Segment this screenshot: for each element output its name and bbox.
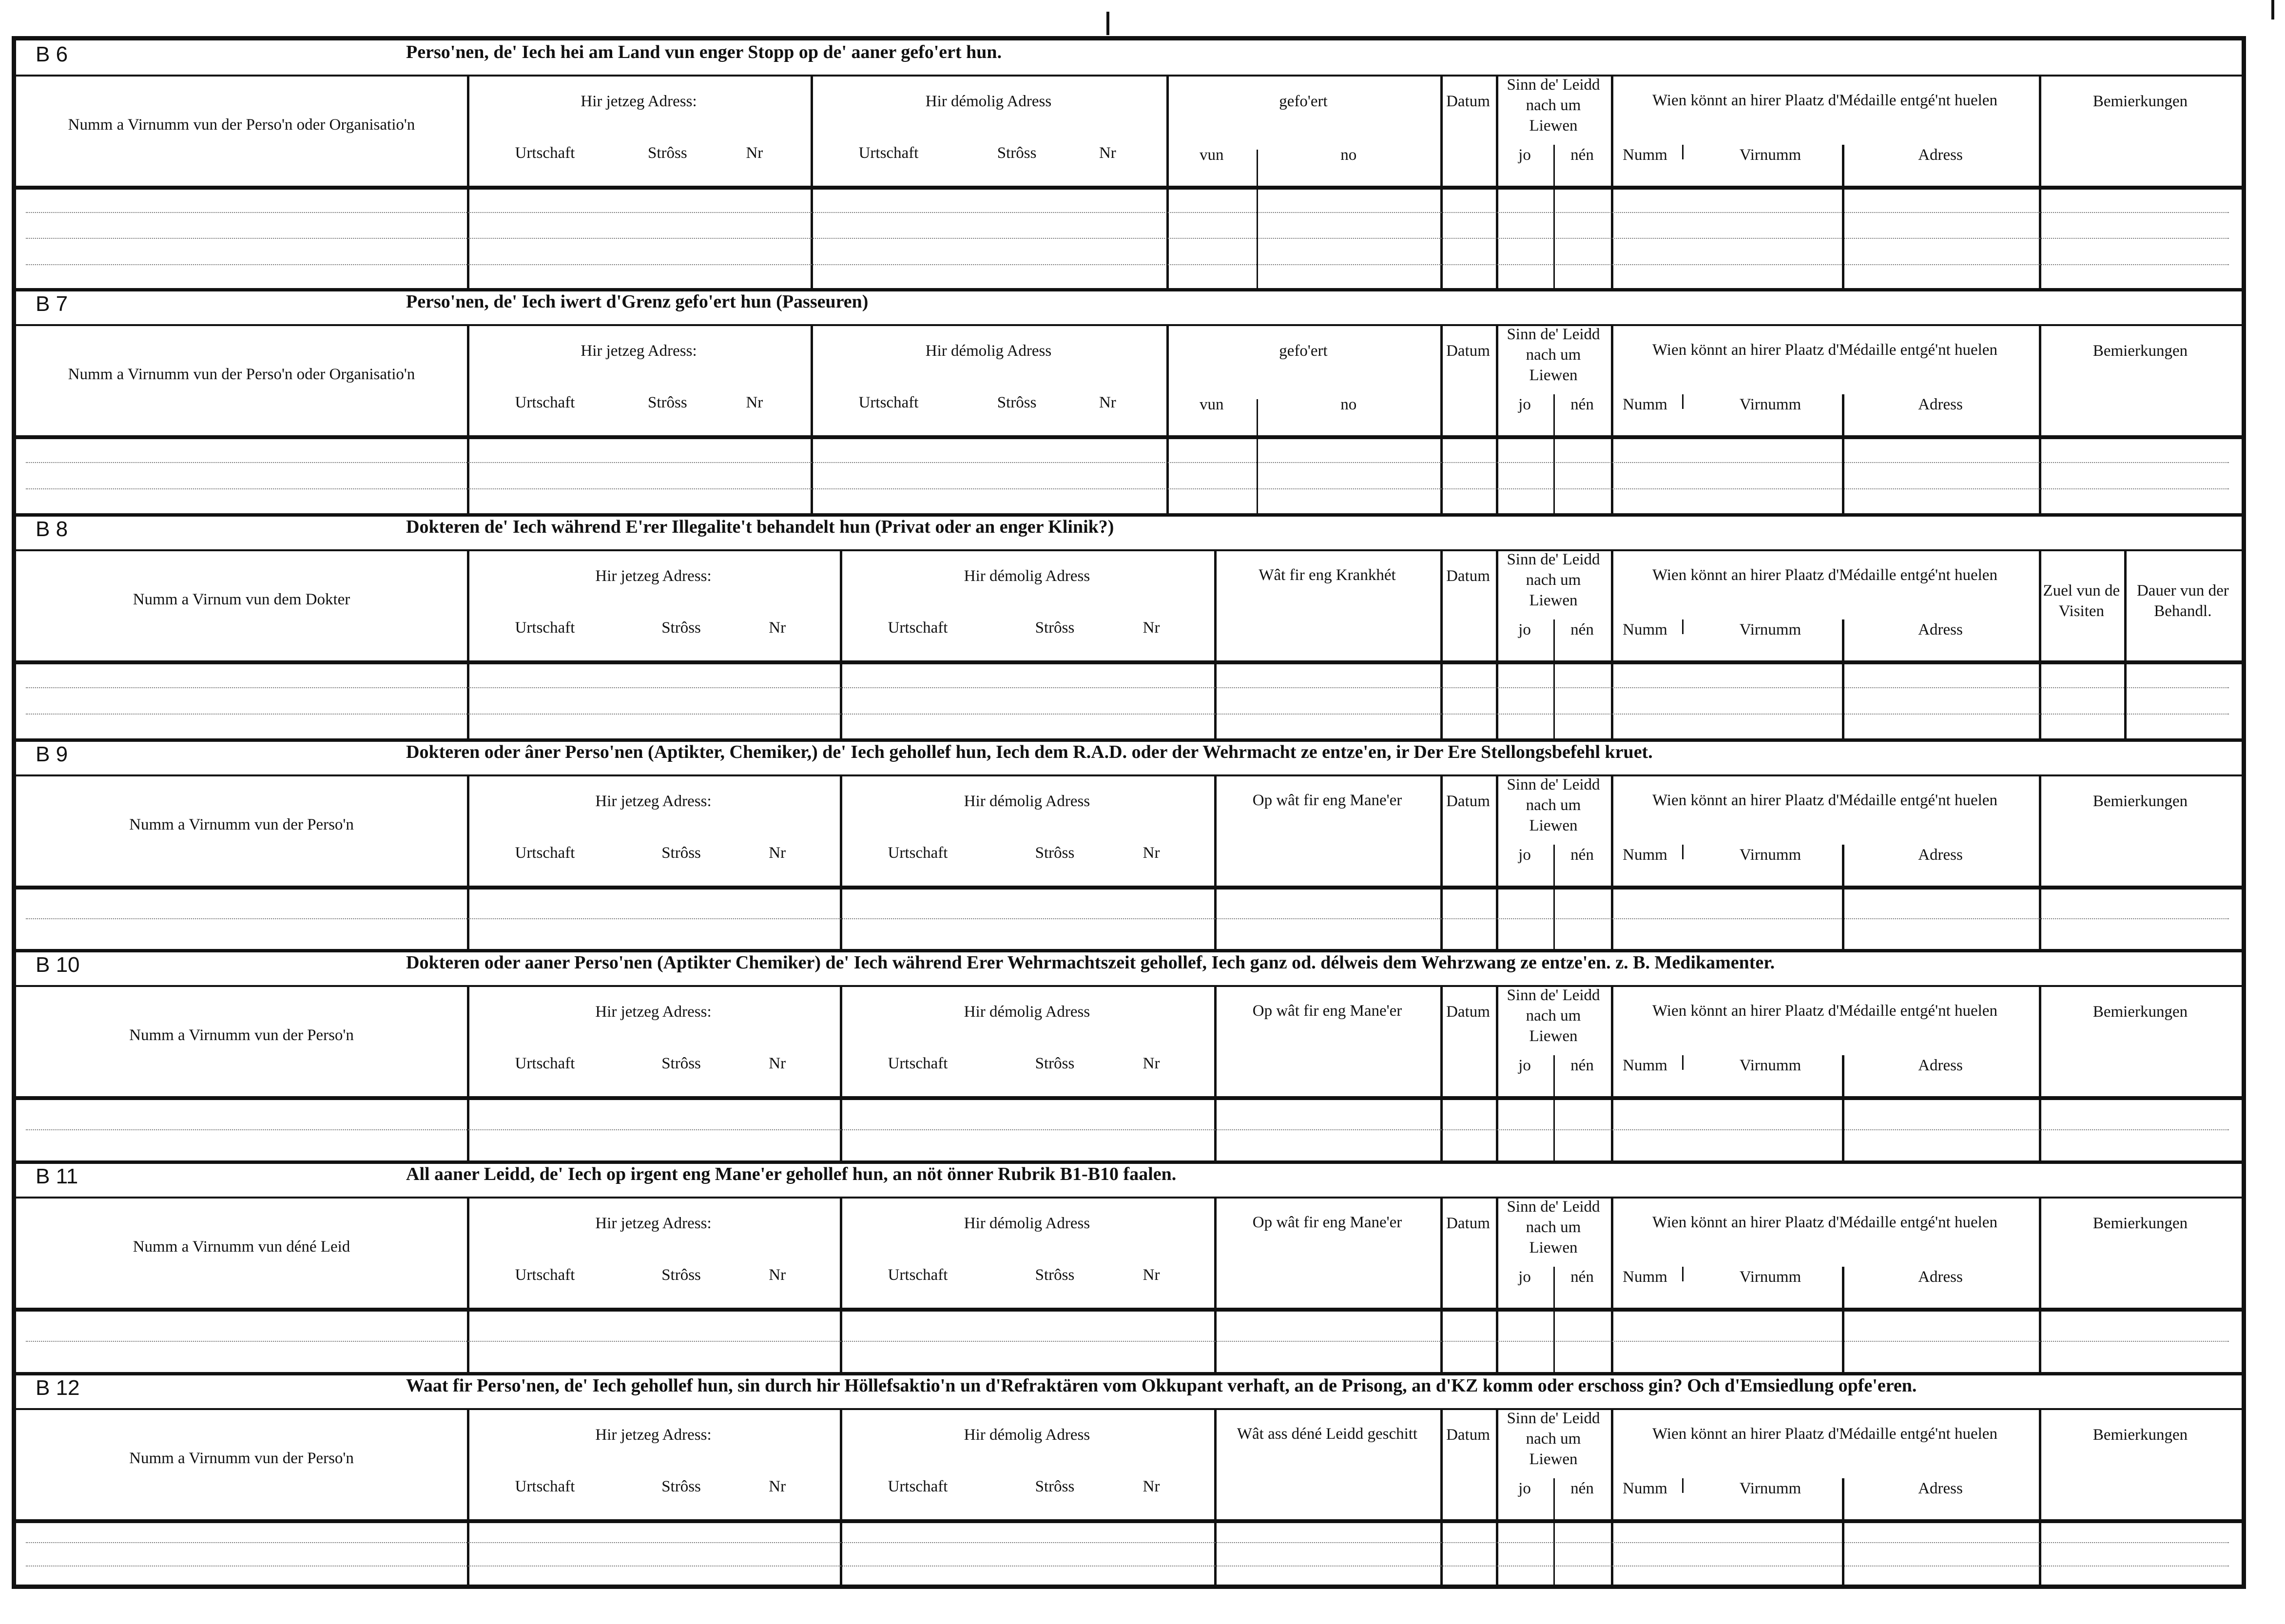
section-table [16,551,2242,740]
section-b-8 [16,515,2242,740]
yes-header: jo [1518,1057,1531,1074]
visits-header: Zuel vun de Visiten [2043,582,2120,620]
section-header [16,1162,2242,1199]
current-address-header: Hir jetzeg Adress: [595,567,712,585]
row-guide [26,1129,2229,1130]
no-alive-header: nén [1570,1057,1594,1074]
driven-split [1257,399,1258,515]
row-guide [26,212,2229,213]
nr-header: Nr [1099,394,1116,411]
still-alive-header: Sinn de' Leidd nach um Liewen [1507,326,1600,385]
medal-firstname-header: Virnumm [1739,396,1801,413]
medal-recipient-header: Wien könnt an hirer Plaatz d'Médaille entgé'nt huelen [1652,792,1997,809]
column-rule [1611,1410,1613,1588]
stross-header: Strôss [997,394,1037,411]
current-address-header: Hir jetzeg Adress: [595,1426,712,1444]
yes-header: jo [1518,1268,1531,1286]
urtschaft-header: Urtschaft [515,1478,575,1495]
still-alive-header: Sinn de' Leidd nach um Liewen [1507,1410,1600,1469]
column-rule [1611,1199,1613,1374]
date-header: Datum [1446,93,1490,110]
row-guide [26,462,2229,463]
section-code: B 10 [36,953,80,977]
section-title: All aaner Leidd, de' Iech op irgent eng Mane'er gehollef hun, an nöt önner Rubrik B1-B10 faalen. [406,1164,1177,1184]
section-table [16,77,2242,290]
still-alive-header: Sinn de' Leidd nach um Liewen [1507,76,1600,135]
medal-name-header: Numm [1623,1057,1667,1074]
date-header: Datum [1446,567,1490,585]
medal-name-header: Numm [1623,396,1667,413]
former-address-header: Hir démolig Adress [964,793,1090,810]
column-rule [1496,77,1498,290]
still-alive-header: Sinn de' Leidd nach um Liewen [1507,551,1600,610]
section-b-11 [16,1162,2242,1374]
section-title: Waat fir Perso'nen, de' Iech gehollef hun, sin durch hir Höllefsaktio'n un d'Refraktären vom Okkupant verhaft, an de Prisong, an d'KZ komm oder erschoss gin? Och d'Emsiedlung opfe'eren. [406,1375,1917,1396]
row-guide [26,238,2229,239]
column-rule [1214,1199,1217,1374]
top-registration-mark [1106,12,1109,35]
former-address-header: Hir démolig Adress [964,1426,1090,1444]
current-address-header: Hir jetzeg Adress: [595,1215,712,1232]
medal-name-header: Numm [1623,846,1667,864]
medal-name-header: Numm [1623,146,1667,164]
medal-split [1682,1055,1684,1070]
description-header: Wât fir eng Krankhét [1259,566,1396,584]
header-rule [16,660,2242,664]
name-column-header: Numm a Virnum vun dem Dokter [133,591,350,608]
column-rule [1611,776,1613,951]
row-guide [26,488,2229,489]
header-rule [16,1519,2242,1523]
section-header [16,1374,2242,1410]
section-code: B 6 [36,42,68,66]
medal-recipient-header: Wien könnt an hirer Plaatz d'Médaille entgé'nt huelen [1652,566,1997,584]
date-header: Datum [1446,342,1490,360]
section-table [16,326,2242,515]
column-rule [1496,1410,1498,1588]
column-rule [1214,551,1217,740]
stross-header: Strôss [1035,1055,1075,1072]
former-address-header: Hir démolig Adress [964,567,1090,585]
medal-name-header: Numm [1623,1480,1667,1497]
former-address-header: Hir démolig Adress [964,1215,1090,1232]
section-b-12 [16,1374,2242,1588]
date-header: Datum [1446,1215,1490,1232]
no-alive-header: nén [1570,146,1594,164]
nr-header: Nr [769,844,786,862]
row-guide [26,1542,2229,1543]
nr-header: Nr [769,1055,786,1072]
medal-firstname-header: Virnumm [1739,1480,1801,1497]
date-header: Datum [1446,1426,1490,1444]
medal-address-header: Adress [1918,1057,1963,1074]
row-guide [26,714,2229,715]
no-alive-header: nén [1570,621,1594,638]
medal-recipient-header: Wien könnt an hirer Plaatz d'Médaille entgé'nt huelen [1652,92,1997,109]
section-header [16,515,2242,551]
current-address-header: Hir jetzeg Adress: [595,1003,712,1021]
header-rule [16,1308,2242,1312]
name-column-header: Numm a Virnumm vun der Perso'n oder Organisatio'n [68,366,415,383]
urtschaft-header: Urtschaft [515,619,575,637]
remarks-header: Bemierkungen [2092,1003,2188,1021]
section-code: B 8 [36,517,68,541]
medal-split [1682,1267,1684,1281]
yes-header: jo [1518,1480,1531,1497]
stross-header: Strôss [661,844,701,862]
column-rule [1611,77,1613,290]
section-title: Perso'nen, de' Iech iwert d'Grenz gefo'ert hun (Passeuren) [406,291,869,312]
duration-header: Dauer vun der Behandl. [2136,582,2229,620]
section-b-9 [16,740,2242,951]
urtschaft-header: Urtschaft [515,844,575,862]
stross-header: Strôss [647,394,687,411]
header-rule [16,435,2242,439]
section-title: Perso'nen, de' Iech hei am Land vun enger Stopp op de' aaner gefo'ert hun. [406,42,1002,62]
stross-header: Strôss [661,1055,701,1072]
former-address-header: Hir démolig Adress [925,342,1052,360]
from-header: vun [1199,146,1224,164]
stross-header: Strôss [1035,1478,1075,1495]
still-alive-header: Sinn de' Leidd nach um Liewen [1507,776,1600,835]
yes-header: jo [1518,396,1531,413]
medal-firstname-header: Virnumm [1739,621,1801,638]
stross-header: Strôss [1035,844,1075,862]
header-rule [16,186,2242,190]
column-rule [1611,987,1613,1162]
driven-header: gefo'ert [1279,342,1328,360]
row-guide [26,1341,2229,1342]
yes-header: jo [1518,146,1531,164]
right-registration-mark [2271,0,2274,19]
nr-header: Nr [1142,1478,1160,1495]
remarks-header: Bemierkungen [2092,93,2188,110]
medal-address-header: Adress [1918,396,1963,413]
no-alive-header: nén [1570,1268,1594,1286]
urtschaft-header: Urtschaft [515,1266,575,1284]
remarks-header: Bemierkungen [2092,793,2188,810]
header-rule [16,1096,2242,1100]
column-rule [1214,987,1217,1162]
date-header: Datum [1446,1003,1490,1021]
section-title: Dokteren oder âner Perso'nen (Aptikter, Chemiker,) de' Iech gehollef hun, Iech dem R.A.D. oder der Wehrmacht ze entze'en, ir Der Ere Stellongsbefehl kruet. [406,742,1653,762]
current-address-header: Hir jetzeg Adress: [581,342,697,360]
name-column-header: Numm a Virnumm vun déné Leid [133,1238,350,1256]
remarks-header: Bemierkungen [2092,342,2188,360]
medal-split [1682,145,1684,159]
section-title: Dokteren de' Iech während E'rer Illegalite't behandelt hun (Privat oder an enger Klinik?) [406,517,1114,537]
section-header [16,951,2242,987]
section-b-7 [16,290,2242,515]
driven-header: gefo'ert [1279,93,1328,110]
section-title: Dokteren oder aaner Perso'nen (Aptikter Chemiker) de' Iech während Erer Wehrmachtszeit gehollef, Iech ganz od. délweis dem Wehrzwang ze entze'en. z. B. Medikamenter. [406,952,1775,973]
stross-header: Strôss [1035,1266,1075,1284]
medal-recipient-header: Wien könnt an hirer Plaatz d'Médaille entgé'nt huelen [1652,1002,1997,1020]
medal-split [1682,1478,1684,1493]
urtschaft-header: Urtschaft [888,1266,948,1284]
medal-firstname-header: Virnumm [1739,846,1801,864]
section-b-6 [16,40,2242,290]
description-header: Op wât fir eng Mane'er [1252,1214,1402,1231]
nr-header: Nr [1142,619,1160,637]
nr-header: Nr [1142,1266,1160,1284]
to-header: no [1340,396,1357,413]
section-header [16,740,2242,776]
urtschaft-header: Urtschaft [888,844,948,862]
stross-header: Strôss [661,1478,701,1495]
form-sheet [12,36,2246,1589]
medal-firstname-header: Virnumm [1739,1057,1801,1074]
name-column-header: Numm a Virnumm vun der Perso'n [129,816,354,833]
column-rule [1496,326,1498,515]
column-rule [1611,551,1613,740]
urtschaft-header: Urtschaft [515,144,575,162]
medal-address-header: Adress [1918,1480,1963,1497]
to-header: no [1340,146,1357,164]
medal-firstname-header: Virnumm [1739,146,1801,164]
urtschaft-header: Urtschaft [888,1478,948,1495]
name-column-header: Numm a Virnumm vun der Perso'n [129,1026,354,1044]
section-table [16,987,2242,1162]
header-rule [16,886,2242,889]
urtschaft-header: Urtschaft [515,1055,575,1072]
extra-split [2124,551,2127,740]
section-code: B 9 [36,742,68,766]
column-rule [1214,776,1217,951]
description-header: Op wât fir eng Mane'er [1252,1002,1402,1020]
medal-firstname-header: Virnumm [1739,1268,1801,1286]
row-guide [26,264,2229,265]
no-alive-header: nén [1570,396,1594,413]
medal-address-header: Adress [1918,846,1963,864]
stross-header: Strôss [997,144,1037,162]
stross-header: Strôss [661,619,701,637]
former-address-header: Hir démolig Adress [964,1003,1090,1021]
row-guide [26,687,2229,688]
nr-header: Nr [746,394,763,411]
section-b-10 [16,951,2242,1162]
section-code: B 11 [36,1164,78,1188]
section-table [16,1199,2242,1374]
former-address-header: Hir démolig Adress [925,93,1052,110]
nr-header: Nr [1142,844,1160,862]
nr-header: Nr [746,144,763,162]
nr-header: Nr [1099,144,1116,162]
yes-header: jo [1518,621,1531,638]
medal-recipient-header: Wien könnt an hirer Plaatz d'Médaille entgé'nt huelen [1652,1425,1997,1443]
medal-split [1682,845,1684,859]
name-column-header: Numm a Virnumm vun der Perso'n oder Organisatio'n [68,116,415,134]
medal-address-header: Adress [1918,1268,1963,1286]
date-header: Datum [1446,793,1490,810]
row-guide [26,918,2229,919]
description-header: Op wât fir eng Mane'er [1252,792,1402,809]
remarks-header: Bemierkungen [2092,1215,2188,1232]
medal-recipient-header: Wien könnt an hirer Plaatz d'Médaille entgé'nt huelen [1652,341,1997,359]
nr-header: Nr [769,1478,786,1495]
medal-address-header: Adress [1918,621,1963,638]
alive-split [1553,145,1555,290]
no-alive-header: nén [1570,846,1594,864]
column-rule [1611,326,1613,515]
urtschaft-header: Urtschaft [515,394,575,411]
medal-name-header: Numm [1623,621,1667,638]
section-header [16,40,2242,77]
current-address-header: Hir jetzeg Adress: [581,93,697,110]
stross-header: Strôss [647,144,687,162]
medal-address-rule [1842,145,1844,290]
nr-header: Nr [769,1266,786,1284]
medal-split [1682,394,1684,409]
column-rule [1214,1410,1217,1588]
urtschaft-header: Urtschaft [858,144,919,162]
section-code: B 7 [36,292,68,316]
nr-header: Nr [1142,1055,1160,1072]
no-alive-header: nén [1570,1480,1594,1497]
section-header [16,290,2242,326]
stross-header: Strôss [661,1266,701,1284]
medal-recipient-header: Wien könnt an hirer Plaatz d'Médaille entgé'nt huelen [1652,1214,1997,1231]
still-alive-header: Sinn de' Leidd nach um Liewen [1507,986,1600,1045]
from-header: vun [1199,396,1224,413]
stross-header: Strôss [1035,619,1075,637]
still-alive-header: Sinn de' Leidd nach um Liewen [1507,1198,1600,1257]
section-code: B 12 [36,1376,80,1400]
medal-split [1682,619,1684,634]
medal-name-header: Numm [1623,1268,1667,1286]
remarks-header: Bemierkungen [2092,1426,2188,1444]
urtschaft-header: Urtschaft [888,619,948,637]
medal-address-header: Adress [1918,146,1963,164]
section-table [16,1410,2242,1588]
column-rule [1496,551,1498,740]
description-header: Wât ass déné Leidd geschitt [1237,1425,1418,1443]
column-rule [2039,551,2041,740]
current-address-header: Hir jetzeg Adress: [595,793,712,810]
urtschaft-header: Urtschaft [858,394,919,411]
nr-header: Nr [769,619,786,637]
urtschaft-header: Urtschaft [888,1055,948,1072]
driven-split [1257,150,1258,290]
name-column-header: Numm a Virnumm vun der Perso'n [129,1450,354,1467]
yes-header: jo [1518,846,1531,864]
section-table [16,776,2242,951]
